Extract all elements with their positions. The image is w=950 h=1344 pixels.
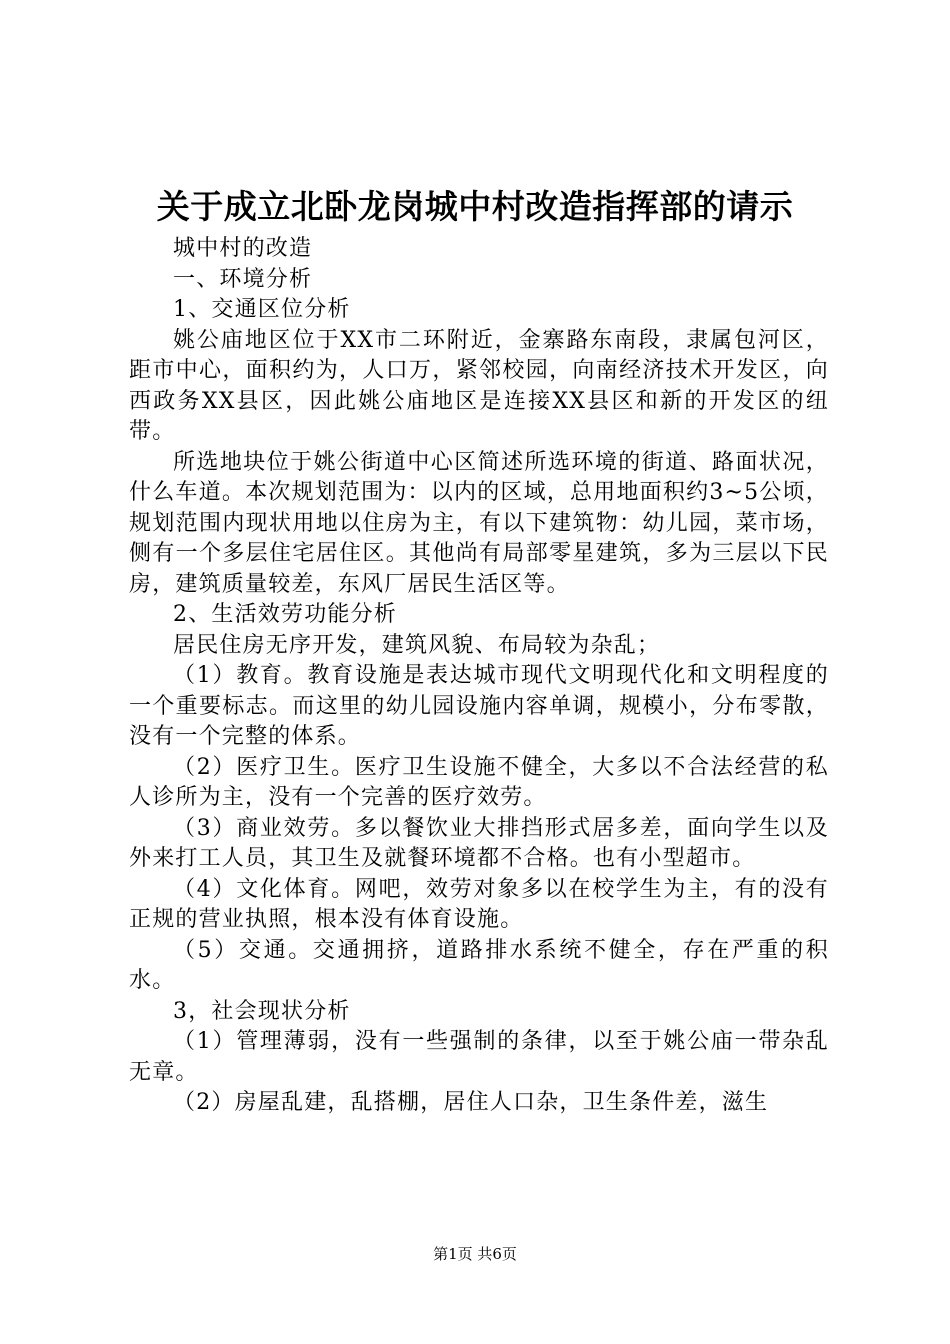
paragraph: （4）文化体育。网吧，效劳对象多以在校学生为主，有的没有正规的营业执照，根本没有体育设施。 — [129, 876, 829, 932]
paragraph: 所选地块位于姚公街道中心区简述所选环境的街道、路面状况，什么车道。本次规划范围为：以内的区域，总用地面积约3~5公顷，规划范围内现状用地以住房为主，有以下建筑物：幼儿园，菜市场，侧有一个多层住宅居住区。其他尚有局部零星建筑，多为三层以下民房，建筑质量较差，东风厂居民生活区等。 — [129, 449, 829, 597]
paragraph: 居民住房无序开发，建筑风貌、布局较为杂乱； — [173, 632, 661, 658]
paragraph: 3，社会现状分析 — [173, 998, 351, 1024]
paragraph: 一、环境分析 — [173, 266, 313, 292]
paragraph: 城中村的改造 — [173, 236, 313, 261]
document-title: 关于成立北卧龙岗城中村改造指挥部的请示 — [156, 187, 794, 226]
document-body — [129, 234, 829, 1119]
paragraph: （3）商业效劳。多以餐饮业大排挡形式居多差，面向学生以及外来打工人员，其卫生及就餐环境都不合格。也有小型超市。 — [129, 815, 829, 871]
paragraph: （1）管理薄弱，没有一些强制的条律，以至于姚公庙一带杂乱无章。 — [129, 1029, 829, 1085]
paragraph: （2）医疗卫生。医疗卫生设施不健全，大多以不合法经营的私人诊所为主，没有一个完善的医疗效劳。 — [129, 754, 829, 810]
paragraph: 1、交通区位分析 — [173, 297, 351, 322]
page-footer: 第1页 共6页 — [433, 1245, 517, 1263]
paragraph: （1）教育。教育设施是表达城市现代文明现代化和文明程度的一个重要标志。而这里的幼儿园设施内容单调，规模小，分布零散，没有一个完整的体系。 — [129, 663, 829, 749]
paragraph: （2）房屋乱建，乱搭棚，居住人口杂，卫生条件差，滋生 — [173, 1090, 769, 1115]
paragraph: 2、生活效劳功能分析 — [173, 602, 397, 627]
paragraph: （5）交通。交通拥挤，道路排水系统不健全，存在严重的积水。 — [129, 937, 829, 993]
paragraph: 姚公庙地区位于XX市二环附近，金寨路东南段，隶属包河区，距市中心，面积约为，人口万，紧邻校园，向南经济技术开发区，向西政务XX县区，因此姚公庙地区是连接XX县区和新的开发区的纽带。 — [129, 327, 829, 444]
